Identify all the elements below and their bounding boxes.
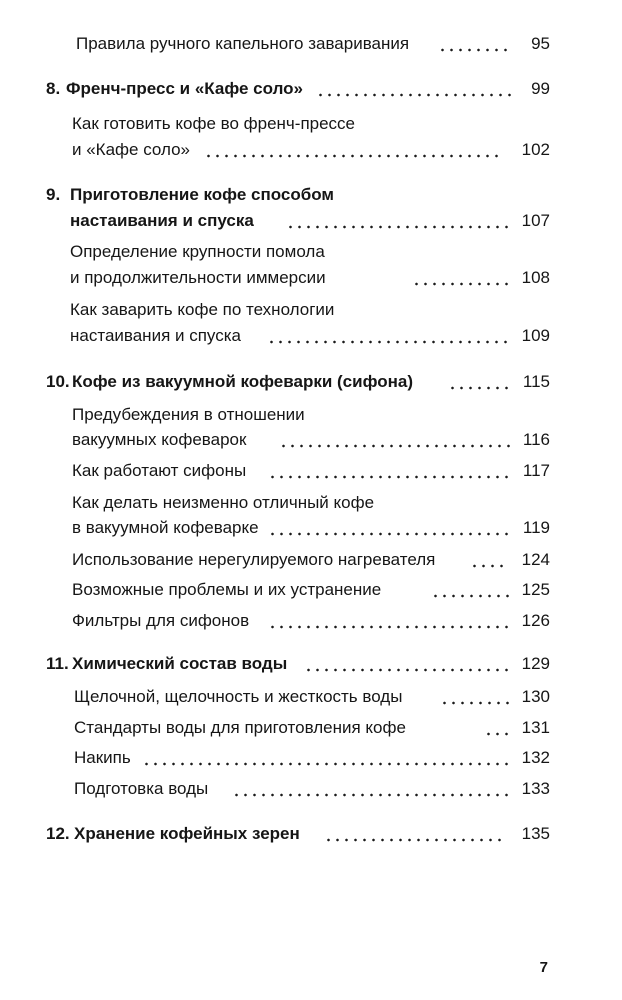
toc-chapter-line bbox=[0, 209, 622, 233]
toc-entry-title-continued: и «Кафе соло» bbox=[72, 140, 190, 159]
toc-page-number: 119 bbox=[522, 518, 550, 537]
leader-dots bbox=[142, 746, 511, 770]
toc-line bbox=[0, 609, 622, 633]
toc-page-number: 129 bbox=[521, 654, 550, 673]
toc-entry-title: Накипь bbox=[74, 748, 131, 767]
toc-page-number: 108 bbox=[521, 268, 550, 287]
leader-dots bbox=[232, 777, 511, 801]
toc-chapter-line bbox=[0, 652, 622, 676]
leader-dots bbox=[316, 77, 514, 101]
toc-line bbox=[0, 516, 622, 540]
chapter-number: 8. bbox=[46, 79, 61, 98]
toc-page-number: 126 bbox=[521, 611, 550, 630]
chapter-title-continued: настаивания и спуска bbox=[70, 211, 254, 230]
toc-entry-title: Возможные проблемы и их устранение bbox=[72, 580, 382, 599]
toc-line bbox=[0, 491, 622, 515]
toc-page-number: 115 bbox=[522, 372, 550, 391]
toc-page-number: 117 bbox=[522, 461, 550, 480]
toc-line bbox=[0, 428, 622, 452]
leader-dots bbox=[268, 516, 511, 540]
toc-entry-title-continued: настаивания и спуска bbox=[70, 326, 241, 345]
leader-dots bbox=[279, 428, 513, 452]
toc-entry-title: Как работают сифоны bbox=[72, 461, 247, 480]
page-number: 7 bbox=[539, 959, 548, 976]
toc-entry-title: Определение крупности помола bbox=[70, 242, 325, 261]
toc-entry-title: Фильтры для сифонов bbox=[72, 611, 250, 630]
leader-dots bbox=[204, 138, 501, 162]
toc-chapter-line bbox=[0, 77, 622, 101]
chapter-number: 9. bbox=[46, 185, 61, 204]
toc-page-number: 124 bbox=[521, 550, 550, 569]
toc-entry-title: Предубеждения в отношении bbox=[72, 405, 305, 424]
chapter-title: Химический состав воды bbox=[72, 654, 288, 673]
toc-page-number: 107 bbox=[521, 211, 550, 230]
leader-dots bbox=[470, 548, 506, 572]
toc-line bbox=[0, 240, 622, 264]
toc-entry-title: Как готовить кофе во френч-прессе bbox=[72, 114, 356, 133]
leader-dots bbox=[412, 266, 511, 290]
toc-page-number: 125 bbox=[521, 580, 550, 599]
toc-page-number: 132 bbox=[521, 748, 550, 767]
chapter-number: 12. bbox=[46, 824, 70, 843]
toc-entry-title: Как делать неизменно отличный кофе bbox=[72, 493, 375, 512]
toc-line bbox=[0, 32, 622, 56]
toc-page-number: 102 bbox=[521, 140, 550, 159]
toc-page-number: 99 bbox=[531, 79, 550, 98]
toc-entry-title: Как заварить кофе по технологии bbox=[70, 300, 335, 319]
toc-line bbox=[0, 777, 622, 801]
toc-chapter-line bbox=[0, 183, 622, 207]
toc-entry-title: Подготовка воды bbox=[74, 779, 209, 798]
toc-line bbox=[0, 298, 622, 322]
leader-dots bbox=[267, 324, 510, 348]
toc-line bbox=[0, 746, 622, 770]
leader-dots bbox=[440, 685, 512, 709]
leader-dots bbox=[304, 652, 511, 676]
leader-dots bbox=[286, 209, 511, 233]
chapter-number: 11. bbox=[46, 654, 69, 673]
leader-dots bbox=[438, 32, 510, 56]
toc-line bbox=[0, 324, 622, 348]
toc-page-number: 135 bbox=[521, 824, 550, 843]
toc-line bbox=[0, 403, 622, 427]
chapter-title: Хранение кофейных зерен bbox=[74, 824, 300, 843]
toc-line bbox=[0, 578, 622, 602]
toc-page-number: 130 bbox=[521, 687, 550, 706]
toc-entry-title: Использование нерегулируемого нагревателя bbox=[72, 550, 436, 569]
toc-line bbox=[0, 548, 622, 572]
toc-entry-title: Правила ручного капельного заваривания bbox=[76, 34, 410, 53]
toc-chapter-line bbox=[0, 370, 622, 394]
toc-entry-title-continued: вакуумных кофеварок bbox=[72, 430, 247, 449]
toc-page-number: 116 bbox=[522, 430, 550, 449]
toc-line bbox=[0, 716, 622, 740]
toc-line bbox=[0, 112, 622, 136]
toc-page-number: 131 bbox=[521, 718, 550, 737]
toc-line bbox=[0, 266, 622, 290]
toc-entry-title: Щелочной, щелочность и жесткость воды bbox=[74, 687, 403, 706]
leader-dots bbox=[324, 822, 504, 846]
toc-page-number: 133 bbox=[521, 779, 550, 798]
toc-entry-title-continued: в вакуумной кофеварке bbox=[72, 518, 259, 537]
toc-page-number: 109 bbox=[521, 326, 550, 345]
toc-line bbox=[0, 138, 622, 162]
chapter-title: Приготовление кофе способом bbox=[70, 185, 334, 204]
chapter-number: 10. bbox=[46, 372, 70, 391]
leader-dots bbox=[268, 459, 511, 483]
toc-line bbox=[0, 459, 622, 483]
chapter-title: Френч-пресс и «Кафе соло» bbox=[66, 79, 303, 98]
chapter-title: Кофе из вакуумной кофеварки (сифона) bbox=[72, 372, 413, 391]
toc-page-number: 95 bbox=[531, 34, 550, 53]
leader-dots bbox=[484, 716, 511, 740]
toc-entry-title: Стандарты воды для приготовления кофе bbox=[74, 718, 406, 737]
toc-entry-title-continued: и продолжительности иммерсии bbox=[70, 268, 326, 287]
leader-dots bbox=[448, 370, 511, 394]
toc-line bbox=[0, 685, 622, 709]
leader-dots bbox=[268, 609, 511, 633]
toc-chapter-line bbox=[0, 822, 622, 846]
leader-dots bbox=[431, 578, 512, 602]
